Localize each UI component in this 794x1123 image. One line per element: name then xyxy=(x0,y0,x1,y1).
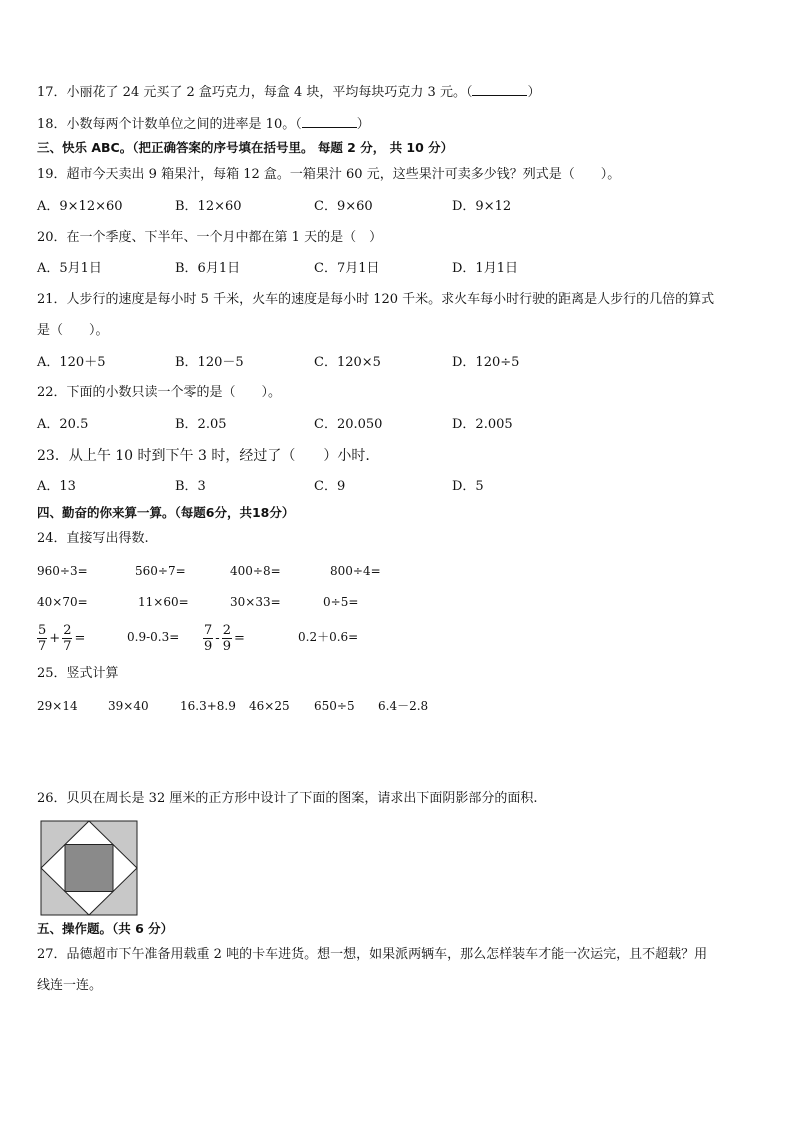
calc-item: 0.9-0.3= xyxy=(127,630,180,644)
option-19-b[interactable]: B．12×60 xyxy=(175,199,242,214)
option-23-b[interactable]: B．3 xyxy=(175,479,206,494)
option-20-b[interactable]: B．6月1日 xyxy=(175,261,241,276)
calc-item: 0.2＋0.6= xyxy=(298,630,359,644)
vertical-calc-item: 6.4－2.8 xyxy=(378,699,429,713)
option-22-c[interactable]: C．20.050 xyxy=(314,417,383,432)
question-21-text-cont: 是（ ）。 xyxy=(37,323,109,338)
calc-item: 11×60= xyxy=(138,595,189,609)
fraction: $\frac{7}{9}$ xyxy=(204,622,213,654)
fraction: $\frac{2}{9}$ xyxy=(222,622,231,654)
shaded-square-figure xyxy=(40,820,138,916)
calc-item: 560÷7= xyxy=(135,564,186,578)
question-25-text: 25．竖式计算 xyxy=(37,666,119,681)
question-24-text: 24．直接写出得数. xyxy=(37,531,149,546)
calc-item: 400÷8= xyxy=(230,564,281,578)
option-23-c[interactable]: C．9 xyxy=(314,479,346,494)
option-19-a[interactable]: A．9×12×60 xyxy=(37,199,123,214)
fraction-expression-1: $\frac{5}{7}$ + $\frac{2}{7}$ = xyxy=(38,622,86,654)
vertical-calc-item: 650÷5 xyxy=(314,699,355,713)
option-23-a[interactable]: A．13 xyxy=(37,479,76,494)
option-21-c[interactable]: C．120×5 xyxy=(314,355,381,370)
question-26-text: 26．贝贝在周长是 32 厘米的正方形中设计了下面的图案，请求出下面阴影部分的面积. xyxy=(37,791,538,806)
section-4-heading: 四、勤奋的你来算一算。（每题6分，共18分） xyxy=(37,505,295,520)
question-27-text: 27．品德超市下午准备用载重 2 吨的卡车进货。想一想，如果派两辆车，那么怎样装车才能一次运完，且不超载？用 xyxy=(37,947,708,962)
question-23-text: 23．从上午 10 时到下午 3 时，经过了（ ）小时. xyxy=(37,448,370,464)
vertical-calc-item: 16.3+8.9 xyxy=(180,699,236,713)
fraction-expression-2: $\frac{7}{9}$ - $\frac{2}{9}$ = xyxy=(204,622,245,654)
option-19-d[interactable]: D．9×12 xyxy=(452,199,512,214)
option-23-d[interactable]: D．5 xyxy=(452,479,484,494)
question-18-text: 18．小数每两个计数单位之间的进率是 10。（ xyxy=(37,117,302,132)
question-20-text: 20．在一个季度、下半年、一个月中都在第 1 天的是（ ） xyxy=(37,230,383,245)
vertical-calc-item: 29×14 xyxy=(37,699,78,713)
option-22-b[interactable]: B．2.05 xyxy=(175,417,227,432)
answer-blank-18[interactable] xyxy=(302,115,357,128)
question-17-text: 17．小丽花了 24 元买了 2 盒巧克力，每盒 4 块，平均每块巧克力 3 元。（ xyxy=(37,85,473,100)
vertical-calc-item: 39×40 xyxy=(108,699,149,713)
answer-blank-17[interactable] xyxy=(472,83,527,96)
calc-item: 30×33= xyxy=(230,595,281,609)
fraction: $\frac{2}{7}$ xyxy=(63,622,72,654)
question-27-text-cont: 线连一连。 xyxy=(37,978,103,993)
option-21-a[interactable]: A．120＋5 xyxy=(37,355,106,370)
option-19-c[interactable]: C．9×60 xyxy=(314,199,373,214)
fraction: $\frac{5}{7}$ xyxy=(38,622,47,654)
question-21-text: 21．人步行的速度是每小时 5 千米，火车的速度是每小时 120 千米。求火车每小时行驶的距离是人步行的几倍的算式 xyxy=(37,292,715,307)
calc-item: 0÷5= xyxy=(323,595,359,609)
option-22-d[interactable]: D．2.005 xyxy=(452,417,513,432)
calc-item: 800÷4= xyxy=(330,564,381,578)
option-21-d[interactable]: D．120÷5 xyxy=(452,355,520,370)
option-20-c[interactable]: C．7月1日 xyxy=(314,261,380,276)
section-3-heading: 三、快乐 ABC。（把正确答案的序号填在括号里。 每题 2 分， 共 10 分） xyxy=(37,140,454,155)
shaded-inner-square xyxy=(65,845,113,892)
option-20-d[interactable]: D．1月1日 xyxy=(452,261,518,276)
vertical-calc-item: 46×25 xyxy=(249,699,290,713)
question-22-text: 22．下面的小数只读一个零的是（ ）。 xyxy=(37,385,282,400)
question-18: 18．小数每两个计数单位之间的进率是 10。（ ） xyxy=(37,117,370,132)
question-19-text: 19．超市今天卖出 9 箱果汁，每箱 12 盒。一箱果汁 60 元，这些果汁可卖多少钱？列式是（ ）。 xyxy=(37,167,621,182)
section-5-heading: 五、操作题。（共 6 分） xyxy=(37,921,174,936)
option-21-b[interactable]: B．120－5 xyxy=(175,355,244,370)
calc-item: 40×70= xyxy=(37,595,88,609)
option-22-a[interactable]: A．20.5 xyxy=(37,417,89,432)
calc-item: 960÷3= xyxy=(37,564,88,578)
question-17: 17．小丽花了 24 元买了 2 盒巧克力，每盒 4 块，平均每块巧克力 3 元。（ ） xyxy=(37,85,541,100)
option-20-a[interactable]: A．5月1日 xyxy=(37,261,102,276)
